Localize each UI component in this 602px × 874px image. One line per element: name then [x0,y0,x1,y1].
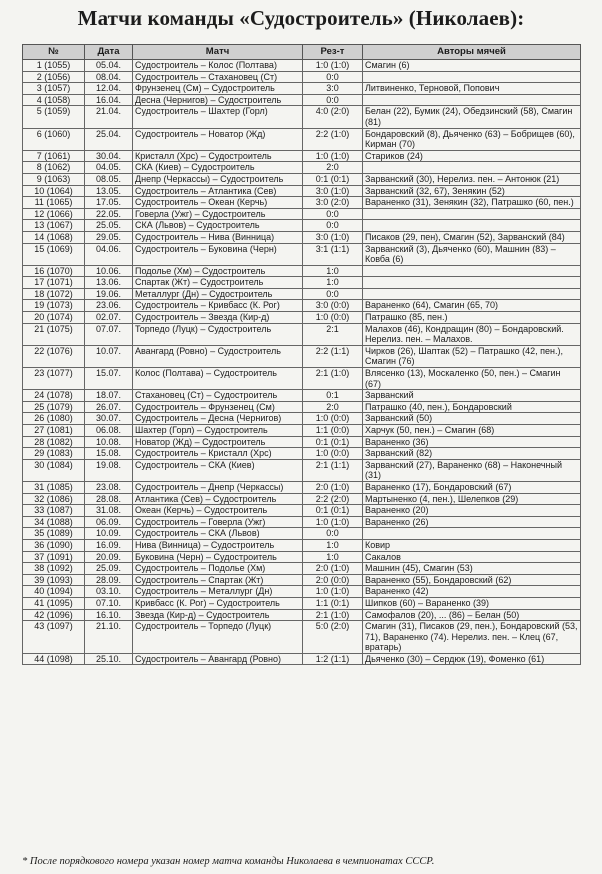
cell-score: 1:0 (0:0) [303,312,363,324]
cell-match: Судостроитель – Океан (Керчь) [133,197,303,209]
cell-num: 19 (1073) [23,300,85,312]
cell-num: 39 (1093) [23,574,85,586]
footnote: * После порядкового номера указан номер матча команды Николаева в чемпионатах СССР. [22,856,435,867]
cell-match: Звезда (Кир-д) – Судостроитель [133,609,303,621]
cell-num: 25 (1079) [23,401,85,413]
cell-match: Шахтер (Горл) – Судостроитель [133,425,303,437]
cell-match: Судостроитель – Стахановец (Ст) [133,71,303,83]
cell-scorers: Зарванский (82) [363,448,581,460]
cell-score: 3:0 (2:0) [303,197,363,209]
cell-scorers: Патрашко (40, пен.), Бондаровский [363,401,581,413]
cell-num: 27 (1081) [23,425,85,437]
cell-date: 16.04. [85,94,133,106]
cell-date: 30.07. [85,413,133,425]
cell-scorers [363,162,581,174]
cell-score: 0:1 [303,390,363,402]
cell-match: Торпедо (Луцк) – Судостроитель [133,323,303,345]
cell-score: 2:1 (1:1) [303,459,363,481]
cell-num: 42 (1096) [23,609,85,621]
cell-match: Судостроитель – Авангард (Ровно) [133,653,303,665]
table-header-row [23,45,581,60]
cell-score: 0:1 (0:1) [303,173,363,185]
cell-num: 13 (1067) [23,220,85,232]
cell-match: СКА (Львов) – Судостроитель [133,220,303,232]
header-scorers: Авторы мячей [363,45,581,60]
cell-scorers: Вараненко (26) [363,516,581,528]
cell-scorers: Вараненко (36) [363,436,581,448]
table-row [23,71,581,83]
cell-score: 1:1 (0:0) [303,425,363,437]
cell-scorers [363,220,581,232]
cell-scorers [363,94,581,106]
cell-date: 12.04. [85,83,133,95]
cell-date: 15.07. [85,368,133,390]
table-row [23,150,581,162]
cell-scorers [363,528,581,540]
cell-scorers: Шипков (60) – Вараненко (39) [363,597,581,609]
cell-score: 5:0 (2:0) [303,621,363,654]
cell-num: 31 (1085) [23,481,85,493]
table-row [23,597,581,609]
cell-match: Металлург (Дн) – Судостроитель [133,288,303,300]
cell-match: Авангард (Ровно) – Судостроитель [133,345,303,367]
cell-match: Судостроитель – Шахтер (Горл) [133,106,303,128]
cell-date: 04.05. [85,162,133,174]
cell-num: 2 (1056) [23,71,85,83]
cell-match: Судостроитель – Подолье (Хм) [133,563,303,575]
cell-scorers: Зарванский (32, 67), Зенякин (52) [363,185,581,197]
cell-score: 2:2 (1:0) [303,128,363,150]
cell-match: Подолье (Хм) – Судостроитель [133,265,303,277]
cell-match: СКА (Киев) – Судостроитель [133,162,303,174]
cell-score: 1:2 (1:1) [303,653,363,665]
cell-scorers: Вараненко (55), Бондаровский (62) [363,574,581,586]
cell-scorers [363,288,581,300]
cell-score: 1:0 [303,539,363,551]
cell-date: 28.09. [85,574,133,586]
cell-scorers: Сакалов [363,551,581,563]
cell-scorers: Смагин (31), Писаков (29, пен.), Бондаровский (53, 71), Вараненко (74). Нерелиз. пен. – Клец (67, вратарь) [363,621,581,654]
cell-date: 25.05. [85,220,133,232]
table-row [23,173,581,185]
cell-match: Судостроитель – Металлург (Дн) [133,586,303,598]
cell-score: 0:0 [303,71,363,83]
header-num: № [23,45,85,60]
cell-num: 34 (1088) [23,516,85,528]
table-row [23,265,581,277]
cell-date: 25.09. [85,563,133,575]
cell-date: 23.06. [85,300,133,312]
cell-date: 04.06. [85,243,133,265]
cell-match: Судостроитель – Нива (Винница) [133,231,303,243]
cell-score: 3:0 (1:0) [303,231,363,243]
cell-num: 26 (1080) [23,413,85,425]
header-date: Дата [85,45,133,60]
table-body [23,60,581,665]
cell-match: Днепр (Черкассы) – Судостроитель [133,173,303,185]
cell-date: 26.07. [85,401,133,413]
table-row [23,516,581,528]
cell-scorers [363,277,581,289]
cell-date: 19.08. [85,459,133,481]
cell-date: 22.05. [85,208,133,220]
cell-match: Атлантика (Сев) – Судостроитель [133,493,303,505]
cell-scorers: Бондаровский (8), Дьяченко (63) – Бобрищев (60), Кирман (70) [363,128,581,150]
cell-date: 13.05. [85,185,133,197]
cell-num: 17 (1071) [23,277,85,289]
cell-match: Судостроитель – Атлантика (Сев) [133,185,303,197]
cell-scorers [363,71,581,83]
cell-date: 23.08. [85,481,133,493]
cell-scorers: Чирков (26), Шаптак (52) – Патрашко (42, пен.), Смагин (76) [363,345,581,367]
cell-num: 6 (1060) [23,128,85,150]
cell-num: 36 (1090) [23,539,85,551]
cell-num: 4 (1058) [23,94,85,106]
cell-match: Говерла (Ужг) – Судостроитель [133,208,303,220]
table-row [23,312,581,324]
cell-num: 8 (1062) [23,162,85,174]
cell-score: 0:0 [303,208,363,220]
cell-match: Судостроитель – Десна (Чернигов) [133,413,303,425]
cell-score: 1:0 [303,551,363,563]
table-row [23,493,581,505]
table-row [23,128,581,150]
cell-num: 18 (1072) [23,288,85,300]
cell-score: 3:1 (1:1) [303,243,363,265]
cell-num: 22 (1076) [23,345,85,367]
table-row [23,621,581,654]
cell-num: 32 (1086) [23,493,85,505]
cell-match: Судостроитель – Говерла (Ужг) [133,516,303,528]
cell-num: 30 (1084) [23,459,85,481]
cell-match: Судостроитель – Кривбасс (К. Рог) [133,300,303,312]
cell-date: 06.08. [85,425,133,437]
cell-num: 14 (1068) [23,231,85,243]
cell-date: 21.04. [85,106,133,128]
table-row [23,106,581,128]
cell-num: 24 (1078) [23,390,85,402]
cell-scorers: Вараненко (42) [363,586,581,598]
cell-score: 3:0 (1:0) [303,185,363,197]
cell-scorers: Смагин (6) [363,60,581,72]
table-row [23,162,581,174]
cell-match: Судостроитель – Днепр (Черкассы) [133,481,303,493]
cell-scorers: Зарванский [363,390,581,402]
cell-date: 03.10. [85,586,133,598]
table-row [23,551,581,563]
cell-score: 0:0 [303,528,363,540]
cell-date: 10.06. [85,265,133,277]
cell-num: 28 (1082) [23,436,85,448]
cell-scorers: Ковир [363,539,581,551]
cell-scorers: Зарванский (30), Нерелиз. пен. – Антонюк (21) [363,173,581,185]
cell-match: Десна (Чернигов) – Судостроитель [133,94,303,106]
table-row [23,505,581,517]
cell-score: 2:2 (2:0) [303,493,363,505]
table-row [23,60,581,72]
cell-scorers: Зарванский (27), Вараненко (68) – Наконечный (31) [363,459,581,481]
cell-score: 3:0 (0:0) [303,300,363,312]
cell-score: 1:0 [303,277,363,289]
cell-score: 2:2 (1:1) [303,345,363,367]
cell-match: Судостроитель – Колос (Полтава) [133,60,303,72]
cell-match: Кристалл (Хрс) – Судостроитель [133,150,303,162]
cell-date: 25.04. [85,128,133,150]
table-row [23,448,581,460]
cell-scorers: Литвиненко, Терновой, Попович [363,83,581,95]
table-row [23,208,581,220]
cell-scorers: Малахов (46), Кондращин (80) – Бондаровский. Нерелиз. пен. – Малахов. [363,323,581,345]
cell-match: Судостроитель – Звезда (Кир-д) [133,312,303,324]
cell-scorers: Зарванский (50) [363,413,581,425]
page-title: Матчи команды «Судостроитель» (Николаев): [77,6,525,30]
table-row [23,323,581,345]
cell-date: 10.08. [85,436,133,448]
table-row [23,368,581,390]
cell-num: 11 (1065) [23,197,85,209]
cell-score: 0:0 [303,94,363,106]
table-row [23,243,581,265]
table-row [23,231,581,243]
cell-num: 10 (1064) [23,185,85,197]
cell-date: 19.06. [85,288,133,300]
cell-score: 2:1 (1:0) [303,609,363,621]
cell-num: 44 (1098) [23,653,85,665]
cell-score: 2:0 [303,162,363,174]
cell-score: 2:0 (0:0) [303,574,363,586]
cell-date: 05.04. [85,60,133,72]
cell-num: 15 (1069) [23,243,85,265]
table-row [23,653,581,665]
cell-match: Судостроитель – Фрунзенец (См) [133,401,303,413]
cell-date: 31.08. [85,505,133,517]
cell-num: 23 (1077) [23,368,85,390]
cell-date: 25.10. [85,653,133,665]
cell-scorers: Писаков (29, пен), Смагин (52), Зарванский (84) [363,231,581,243]
table-row [23,436,581,448]
cell-date: 13.06. [85,277,133,289]
cell-num: 35 (1089) [23,528,85,540]
cell-score: 1:0 (0:0) [303,413,363,425]
table-row [23,220,581,232]
cell-scorers: Харчук (50, пен.) – Смагин (68) [363,425,581,437]
cell-score: 1:0 (1:0) [303,586,363,598]
cell-num: 7 (1061) [23,150,85,162]
cell-match: Спартак (Жт) – Судостроитель [133,277,303,289]
table-row [23,345,581,367]
cell-score: 2:1 (1:0) [303,368,363,390]
cell-score: 1:0 (1:0) [303,60,363,72]
cell-match: Судостроитель – Новатор (Жд) [133,128,303,150]
cell-score: 2:1 [303,323,363,345]
table-row [23,574,581,586]
table-row [23,528,581,540]
cell-date: 15.08. [85,448,133,460]
cell-scorers: Вараненко (31), Зенякин (32), Патрашко (60, пен.) [363,197,581,209]
table-row [23,94,581,106]
cell-match: Стахановец (Ст) – Судостроитель [133,390,303,402]
cell-num: 29 (1083) [23,448,85,460]
cell-num: 1 (1055) [23,60,85,72]
matches-table [22,44,581,665]
cell-num: 21 (1075) [23,323,85,345]
cell-date: 07.07. [85,323,133,345]
cell-score: 0:1 (0:1) [303,505,363,517]
header-score: Рез-т [303,45,363,60]
table-row [23,563,581,575]
cell-num: 5 (1059) [23,106,85,128]
cell-date: 18.07. [85,390,133,402]
cell-scorers: Влясенко (13), Москаленко (50, пен.) – Смагин (67) [363,368,581,390]
cell-scorers: Стариков (24) [363,150,581,162]
cell-score: 4:0 (2:0) [303,106,363,128]
cell-match: Буковина (Черн) – Судостроитель [133,551,303,563]
cell-num: 16 (1070) [23,265,85,277]
cell-match: Судостроитель – Кристалл (Хрс) [133,448,303,460]
cell-date: 10.09. [85,528,133,540]
cell-date: 30.04. [85,150,133,162]
cell-date: 28.08. [85,493,133,505]
table-row [23,481,581,493]
cell-match: Кривбасс (К. Рог) – Судостроитель [133,597,303,609]
cell-date: 16.10. [85,609,133,621]
cell-scorers: Зарванский (3), Дьяченко (60), Машнин (83) – Ковба (6) [363,243,581,265]
cell-scorers: Патрашко (85, пен.) [363,312,581,324]
cell-scorers: Белан (22), Бумик (24), Обедзинский (58), Смагин (81) [363,106,581,128]
cell-score: 2:0 (1:0) [303,563,363,575]
cell-match: Судостроитель – Спартак (Жт) [133,574,303,586]
cell-score: 2:0 [303,401,363,413]
cell-match: Нива (Винница) – Судостроитель [133,539,303,551]
table-row [23,425,581,437]
cell-date: 17.05. [85,197,133,209]
cell-num: 3 (1057) [23,83,85,95]
cell-date: 10.07. [85,345,133,367]
table-row [23,539,581,551]
cell-num: 43 (1097) [23,621,85,654]
table-row [23,459,581,481]
cell-scorers: Вараненко (17), Бондаровский (67) [363,481,581,493]
cell-date: 16.09. [85,539,133,551]
cell-match: Судостроитель – Торпедо (Луцк) [133,621,303,654]
table-row [23,300,581,312]
cell-score: 2:0 (1:0) [303,481,363,493]
cell-scorers: Вараненко (20) [363,505,581,517]
cell-num: 40 (1094) [23,586,85,598]
cell-scorers [363,265,581,277]
cell-num: 38 (1092) [23,563,85,575]
cell-scorers: Мартыненко (4, пен.), Шелепков (29) [363,493,581,505]
cell-score: 1:0 (1:0) [303,150,363,162]
cell-score: 0:1 (0:1) [303,436,363,448]
cell-match: Судостроитель – СКА (Киев) [133,459,303,481]
cell-score: 1:0 [303,265,363,277]
cell-score: 1:1 (0:1) [303,597,363,609]
cell-match: Новатор (Жд) – Судостроитель [133,436,303,448]
cell-date: 07.10. [85,597,133,609]
cell-scorers: Дьяченко (30) – Сердюк (19), Фоменко (61) [363,653,581,665]
cell-match: Колос (Полтава) – Судостроитель [133,368,303,390]
cell-score: 0:0 [303,288,363,300]
cell-date: 21.10. [85,621,133,654]
cell-score: 1:0 (1:0) [303,516,363,528]
table-row [23,390,581,402]
cell-num: 9 (1063) [23,173,85,185]
cell-match: Океан (Керчь) – Судостроитель [133,505,303,517]
cell-num: 37 (1091) [23,551,85,563]
table-row [23,586,581,598]
cell-date: 08.05. [85,173,133,185]
table-row [23,609,581,621]
cell-scorers [363,208,581,220]
cell-score: 3:0 [303,83,363,95]
cell-match: Судостроитель – Буковина (Черн) [133,243,303,265]
cell-scorers: Самофалов (20), ... (86) – Белан (50) [363,609,581,621]
cell-scorers: Машнин (45), Смагин (53) [363,563,581,575]
cell-num: 33 (1087) [23,505,85,517]
header-match: Матч [133,45,303,60]
table-row [23,83,581,95]
cell-date: 20.09. [85,551,133,563]
cell-score: 1:0 (0:0) [303,448,363,460]
cell-num: 41 (1095) [23,597,85,609]
table-row [23,401,581,413]
cell-num: 20 (1074) [23,312,85,324]
table-row [23,277,581,289]
table-row [23,185,581,197]
cell-date: 06.09. [85,516,133,528]
table-row [23,197,581,209]
cell-date: 02.07. [85,312,133,324]
cell-date: 29.05. [85,231,133,243]
table-row [23,288,581,300]
cell-match: Судостроитель – СКА (Львов) [133,528,303,540]
cell-match: Фрунзенец (См) – Судостроитель [133,83,303,95]
table-row [23,413,581,425]
cell-date: 08.04. [85,71,133,83]
cell-num: 12 (1066) [23,208,85,220]
cell-score: 0:0 [303,220,363,232]
cell-scorers: Вараненко (64), Смагин (65, 70) [363,300,581,312]
